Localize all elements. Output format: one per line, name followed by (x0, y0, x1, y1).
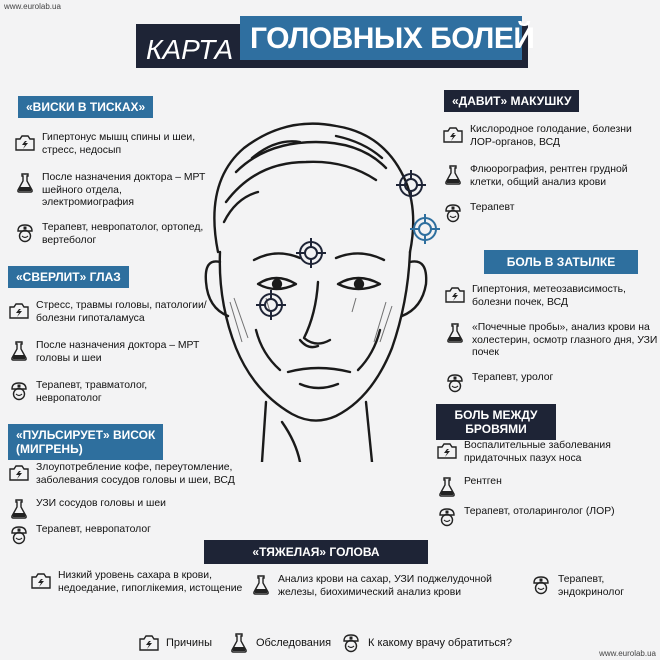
temples-exams (14, 172, 214, 210)
crown-exams (442, 164, 656, 189)
page-title (136, 16, 535, 68)
crown-doctors (442, 202, 656, 224)
causes-icon (14, 132, 36, 154)
doctors-icon (530, 574, 552, 596)
legend-exams-label: Обследования (256, 637, 332, 649)
header-brows (436, 404, 556, 440)
brows-causes (436, 440, 656, 465)
doctors-icon (436, 506, 458, 528)
eye-exams (8, 340, 208, 365)
exams-icon (250, 574, 272, 596)
header-migraine-line2: (МИГРЕНЬ) (16, 442, 83, 456)
title-main: ГОЛОВНЫХ БОЛЕЙ (250, 22, 535, 55)
migraine-exams (8, 498, 248, 520)
header-temples: «ВИСКИ В ТИСКАХ» (18, 96, 153, 118)
brows-exams-text: Рентген (464, 476, 502, 487)
causes-icon (436, 440, 458, 462)
header-nape: БОЛЬ В ЗАТЫЛКЕ (484, 250, 638, 274)
exams-icon (228, 632, 250, 654)
title-prefix: КАРТА (146, 34, 234, 65)
crown-causes (442, 124, 656, 149)
brows-causes-text: Воспалительные заболевания придаточных пазух носа (464, 440, 611, 464)
watermark-bottom: www.eurolab.ua (599, 649, 656, 658)
nape-doctors (444, 372, 658, 394)
crown-doctors-text: Терапевт (470, 202, 515, 213)
causes-icon (30, 570, 52, 592)
causes-icon (138, 632, 160, 654)
exams-icon (8, 340, 30, 362)
migraine-exams-text: УЗИ сосудов головы и шеи (36, 498, 166, 509)
doctors-icon (444, 372, 466, 394)
causes-icon (8, 300, 30, 322)
nape-causes (444, 284, 658, 309)
doctors-icon (340, 632, 362, 654)
nape-causes-text: Гипертония, метеозависимость, болезни почек, ВСД (472, 284, 626, 308)
migraine-causes-text: Злоупотребление кофе, переутомление, заболевания сосудов головы и шеи, ВСД (36, 462, 235, 486)
temples-causes (14, 132, 214, 157)
header-brows-line1: БОЛЬ МЕЖДУ (454, 408, 538, 422)
eye-doctors (8, 380, 208, 405)
heavy-exams-text: Анализ крови на сахар, УЗИ поджелудочной железы, биохимический анализ крови (278, 574, 492, 598)
crown-exams-text: Флюорография, рентген грудной клетки, общий анализ крови (470, 164, 628, 188)
header-crown: «ДАВИТ» МАКУШКУ (444, 90, 579, 112)
crown-causes-text: Кислородное голодание, болезни ЛОР-органов, ВСД (470, 124, 632, 148)
doctors-icon (8, 380, 30, 402)
brows-exams (436, 476, 656, 498)
legend-doctors-label: К какому врачу обратиться? (368, 637, 512, 649)
nape-exams (444, 322, 658, 360)
doctors-icon (8, 524, 30, 546)
target-icon-eye (256, 290, 286, 320)
doctors-icon (14, 222, 36, 244)
eye-causes-text: Стресс, травмы головы, патологии/болезни гипоталамуса (36, 300, 207, 324)
exams-icon (14, 172, 36, 194)
header-eye: «СВЕРЛИТ» ГЛАЗ (8, 266, 129, 288)
target-icon-nape (410, 214, 440, 244)
heavy-causes-text: Низкий уровень сахара в крови, недоедание, гипоглікемия, истощение (58, 570, 243, 594)
heavy-exams (250, 574, 522, 599)
watermark-top: www.eurolab.ua (4, 2, 61, 11)
target-icon-brows (296, 238, 326, 268)
eye-causes (8, 300, 220, 325)
brows-doctors (436, 506, 656, 528)
legend-exams (228, 632, 331, 654)
heavy-causes (30, 570, 244, 595)
legend-doctors (340, 632, 512, 654)
causes-icon (444, 284, 466, 306)
heavy-doctors (530, 574, 658, 599)
target-icon-crown (396, 170, 426, 200)
eye-doctors-text: Терапевт, травматолог, невропатолог (36, 380, 148, 404)
nape-doctors-text: Терапевт, уролог (472, 372, 554, 383)
exams-icon (444, 322, 466, 344)
temples-doctors-text: Терапевт, невропатолог, ортопед, вертеболог (42, 222, 204, 246)
nape-exams-text: «Почечные пробы», анализ крови на холестерин, осмотр глазного дня, УЗИ почек (472, 322, 658, 359)
causes-icon (442, 124, 464, 146)
header-brows-line2: БРОВЯМИ (465, 422, 527, 436)
exams-icon (8, 498, 30, 520)
eye-exams-text: После назначения доктора – МРТ головы и шеи (36, 340, 200, 364)
temples-doctors (14, 222, 214, 247)
header-heavy: «ТЯЖЕЛАЯ» ГОЛОВА (204, 540, 428, 564)
legend-causes (138, 632, 212, 654)
face-illustration (196, 102, 442, 462)
legend (0, 626, 660, 660)
causes-icon (8, 462, 30, 484)
heavy-doctors-text: Терапевт, эндокринолог (558, 574, 625, 598)
doctors-icon (442, 202, 464, 224)
temples-exams-text: После назначения доктора – МРТ шейного отдела, электромиография (42, 172, 206, 209)
legend-causes-label: Причины (166, 637, 213, 649)
temples-causes-text: Гипертонус мышц спины и шеи, стресс, недосып (42, 132, 196, 156)
header-migraine (8, 424, 163, 460)
migraine-causes (8, 462, 272, 487)
header-migraine-line1: «ПУЛЬСИРУЕТ» ВИСОК (16, 428, 156, 442)
exams-icon (442, 164, 464, 186)
migraine-doctors-text: Терапевт, невропатолог (36, 524, 151, 535)
exams-icon (436, 476, 458, 498)
brows-doctors-text: Терапевт, отоларинголог (ЛОР) (464, 506, 615, 517)
